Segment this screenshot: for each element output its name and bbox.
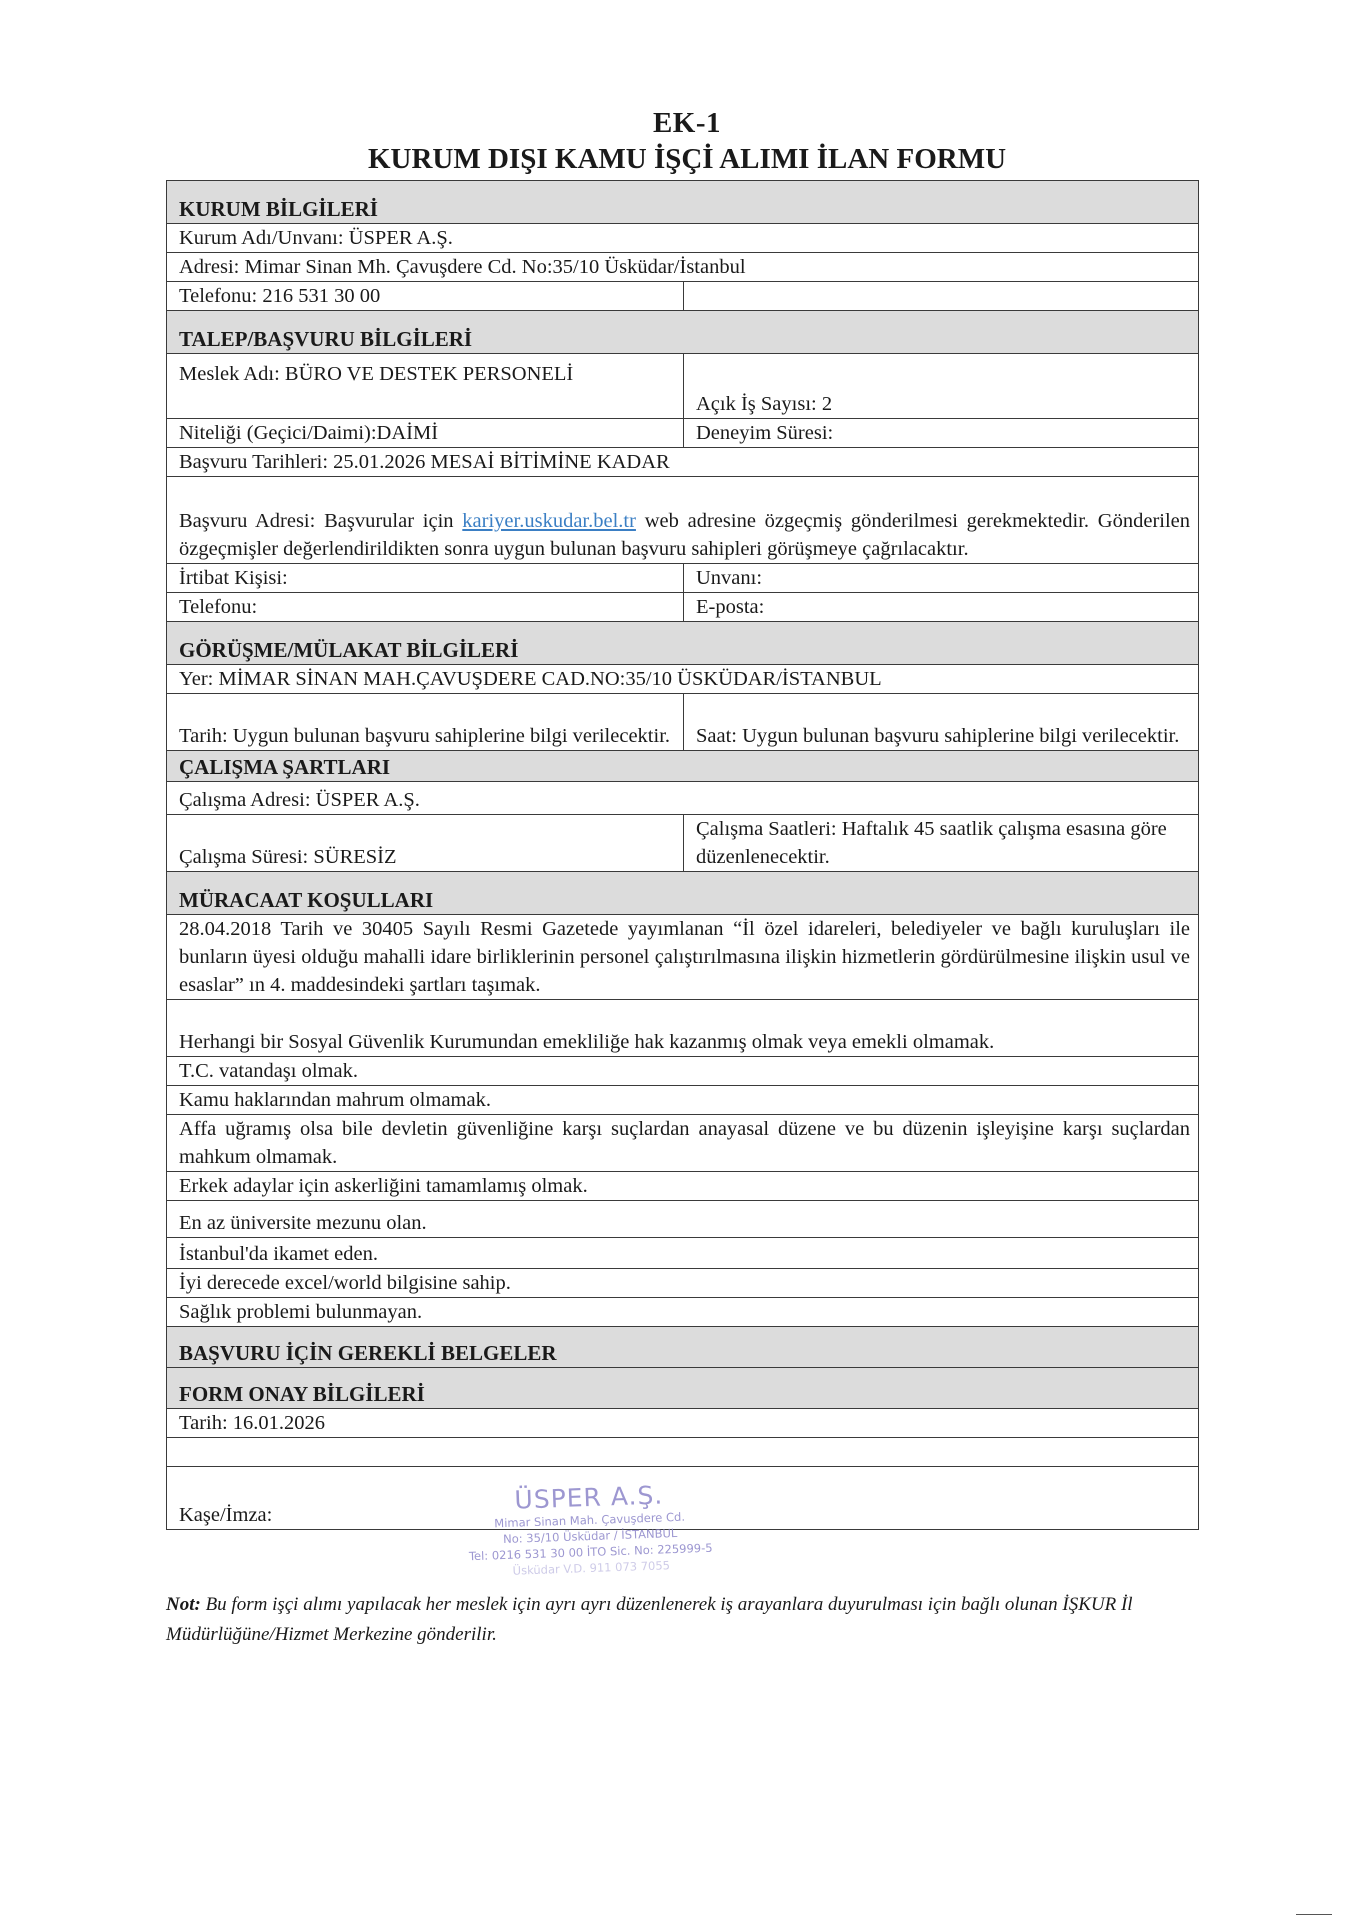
open-job-count: Açık İş Sayısı: 2: [684, 354, 1199, 419]
condition-item: T.C. vatandaşı olmak.: [167, 1057, 1199, 1086]
approval-date: Tarih: 16.01.2026: [167, 1409, 1199, 1438]
institution-address: Adresi: Mimar Sinan Mh. Çavuşdere Cd. No:35/10 Üsküdar/İstanbul: [167, 253, 1199, 282]
employment-nature: Niteliği (Geçici/Daimi):DAİMİ: [167, 419, 684, 448]
application-dates: Başvuru Tarihleri: 25.01.2026 MESAİ BİTİMİNE KADAR: [167, 448, 1199, 477]
page-header: [0, 106, 1358, 176]
section-institution-info: KURUM BİLGİLERİ: [167, 181, 1199, 224]
page-corner-mark: [1296, 1914, 1332, 1915]
application-address: [167, 477, 1199, 564]
stamp-address-line: No: 35/10 Üsküdar / İSTANBUL: [502, 1525, 678, 1547]
approval-empty-row: [167, 1438, 1199, 1467]
condition-item: İstanbul'da ikamet eden.: [167, 1238, 1199, 1269]
note-label: Not:: [166, 1594, 201, 1615]
note-text: Bu form işçi alımı yapılacak her meslek için ayrı ayrı düzenlenerek iş arayanlara duyurulması için bağlı olunan İŞKUR İl Müdürlüğüne/Hizmet Merkezine gönderilir.: [166, 1594, 1133, 1645]
job-posting-form: [166, 180, 1199, 1530]
stamp-tax-line: Üsküdar V.D. 911 073 7055: [512, 1558, 671, 1578]
condition-item: En az üniversite mezunu olan.: [167, 1201, 1199, 1238]
condition-item: Erkek adaylar için askerliğini tamamlamış olmak.: [167, 1172, 1199, 1201]
annex-label: EK-1: [652, 107, 722, 139]
institution-name: Kurum Adı/Unvanı: ÜSPER A.Ş.: [167, 224, 1199, 253]
section-required-documents: BAŞVURU İÇİN GEREKLİ BELGELER: [167, 1327, 1199, 1368]
condition-item: Affa uğramış olsa bile devletin güvenliğine karşı suçlardan anayasal düzene ve bu düzenin işleyişine karşı suçlardan mahkum olmamak.: [167, 1115, 1199, 1172]
section-application-info: TALEP/BAŞVURU BİLGİLERİ: [167, 311, 1199, 354]
page-title: KURUM DIŞI KAMU İŞÇİ ALIMI İLAN FORMU: [367, 143, 1007, 175]
footer-note: [166, 1590, 1206, 1650]
experience-duration: Deneyim Süresi:: [684, 419, 1199, 448]
section-form-approval: FORM ONAY BİLGİLERİ: [167, 1368, 1199, 1409]
application-address-prefix: Başvuru Adresi: Başvurular için: [179, 510, 463, 532]
company-stamp: [438, 1479, 741, 1581]
section-working-conditions: ÇALIŞMA ŞARTLARI: [167, 751, 1199, 782]
section-application-conditions: MÜRACAAT KOŞULLARI: [167, 872, 1199, 915]
interview-place: Yer: MİMAR SİNAN MAH.ÇAVUŞDERE CAD.NO:35/10 ÜSKÜDAR/İSTANBUL: [167, 665, 1199, 694]
interview-time: Saat: Uygun bulunan başvuru sahiplerine bilgi verilecektir.: [684, 694, 1199, 751]
contact-title: Unvanı:: [684, 564, 1199, 593]
section-interview-info: GÖRÜŞME/MÜLAKAT BİLGİLERİ: [167, 622, 1199, 665]
career-site-link[interactable]: kariyer.uskudar.bel.tr: [462, 510, 636, 532]
condition-item: 28.04.2018 Tarih ve 30405 Sayılı Resmi Gazetede yayımlanan “İl özel idareleri, belediyeler ve bağlı kuruluşları ile bunların üyesi olduğu mahalli idare birliklerinin personel çalıştırılmasına ilişkin hizmetlerin gördürülmesine ilişkin usul ve esaslar” ın 4. maddesindeki şartları taşımak.: [167, 915, 1199, 1000]
stamp-address-line: Mimar Sinan Mah. Çavuşdere Cd.: [494, 1509, 686, 1531]
contact-email: E-posta:: [684, 593, 1199, 622]
condition-item: Sağlık problemi bulunmayan.: [167, 1298, 1199, 1327]
institution-phone-empty: [684, 282, 1199, 311]
stamp-company-name: ÜSPER A.Ş.: [513, 1480, 664, 1515]
stamp-signature: Kaşe/İmza:: [167, 1467, 1199, 1530]
work-duration: Çalışma Süresi: SÜRESİZ: [167, 815, 684, 872]
occupation-name: Meslek Adı: BÜRO VE DESTEK PERSONELİ: [167, 354, 684, 419]
condition-item: Herhangi bir Sosyal Güvenlik Kurumundan emekliliğe hak kazanmış olmak veya emekli olmamak.: [167, 1000, 1199, 1057]
contact-person: İrtibat Kişisi:: [167, 564, 684, 593]
application-address-suffix: web adresine özgeçmiş gönderilmesi gerekmektedir. Gönderilen özgeçmişler değerlendirildikten sonra uygun bulunan başvuru sahipleri görüşmeye çağrılacaktır.: [179, 510, 1191, 560]
condition-item: Kamu haklarından mahrum olmamak.: [167, 1086, 1199, 1115]
interview-date: Tarih: Uygun bulunan başvuru sahiplerine bilgi verilecektir.: [167, 694, 684, 751]
work-hours: Çalışma Saatleri: Haftalık 45 saatlik çalışma esasına göre düzenlenecektir.: [684, 815, 1199, 872]
stamp-contact-line: Tel: 0216 531 30 00 İTO Sic. No: 225999-5: [468, 1540, 713, 1564]
work-address: Çalışma Adresi: ÜSPER A.Ş.: [167, 782, 1199, 815]
institution-phone: Telefonu: 216 531 30 00: [167, 282, 684, 311]
contact-phone: Telefonu:: [167, 593, 684, 622]
condition-item: İyi derecede excel/world bilgisine sahip.: [167, 1269, 1199, 1298]
